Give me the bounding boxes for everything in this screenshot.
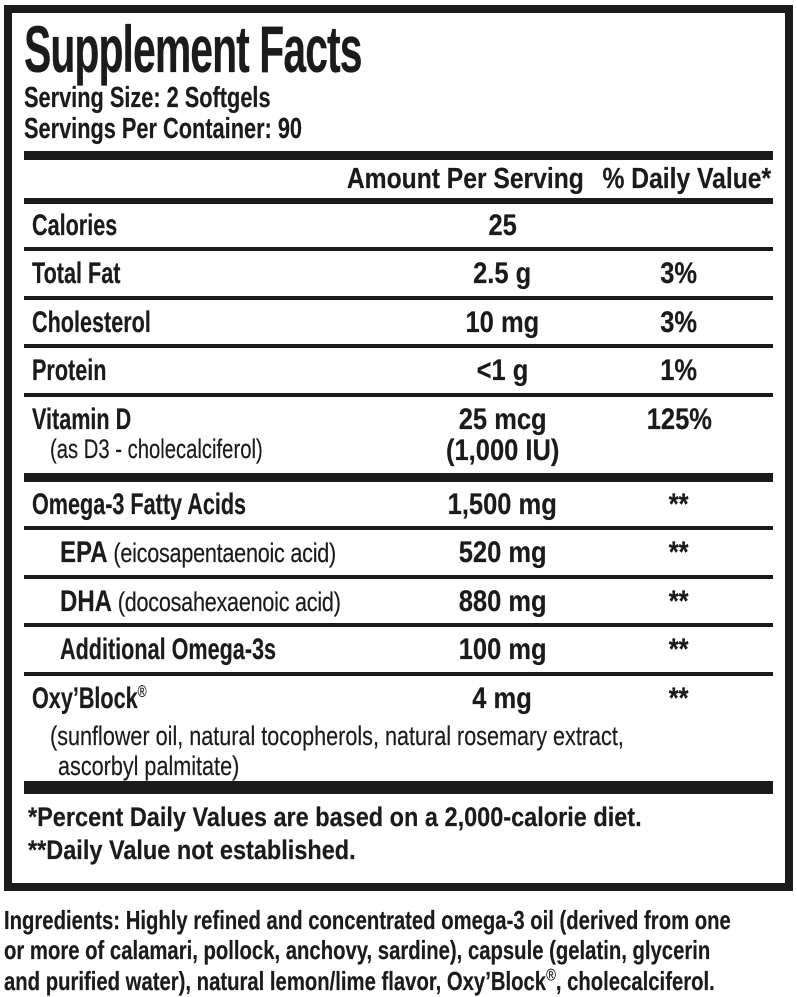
label-title — [24, 12, 773, 86]
nutrient-name: Vitamin D — [32, 402, 132, 436]
label-frame — [4, 5, 793, 891]
registered-trademark-symbol: ® — [546, 965, 556, 985]
servings-per-container: Servings Per Container: 90 — [24, 112, 303, 145]
footnote-daily-values: *Percent Daily Values are based on a 2,000-calorie diet. — [28, 801, 642, 832]
divider-extra-thick — [24, 781, 773, 794]
divider-thick — [24, 151, 773, 160]
table-row-cholesterol — [24, 296, 773, 345]
nutrient-name: Oxy’Block — [32, 681, 138, 715]
serving-info — [24, 83, 773, 144]
table-row-dha — [24, 575, 773, 624]
nutrient-name: Total Fat — [32, 257, 121, 291]
column-header-amount: Amount Per Serving — [346, 162, 584, 195]
ingredients-line-2: or more of calamari, pollock, anchovy, sardine), capsule (gelatin, glycerin — [4, 935, 711, 966]
nutrient-name-source: (as D3 - cholecalciferol) — [50, 434, 263, 465]
nutrient-name: Cholesterol — [32, 305, 151, 339]
nutrient-name: Calories — [32, 208, 118, 242]
nutrient-name-chemical: (eicosapentaenoic acid) — [113, 538, 336, 569]
nutrient-amount: 880 mg — [458, 584, 547, 618]
nutrient-amount: 4 mg — [472, 681, 533, 715]
nutrient-dv: ** — [669, 681, 689, 715]
nutrient-amount-iu: (1,000 IU) — [445, 434, 560, 468]
oxyblock-ingredient-note: (sunflower oil, natural tocopherols, natural rosemary extract, ascorbyl palmitate) — [50, 721, 624, 781]
footnote-not-established: **Daily Value not established. — [28, 834, 356, 865]
nutrient-dv: ** — [669, 536, 689, 570]
table-row-omega3 — [24, 473, 773, 527]
nutrient-amount: <1 g — [476, 354, 529, 388]
nutrient-dv: ** — [669, 633, 689, 667]
nutrient-dv: ** — [669, 584, 689, 618]
nutrient-amount: 25 — [488, 208, 517, 242]
ingredients-paragraph — [4, 904, 731, 997]
nutrient-amount: 1,500 mg — [447, 487, 558, 521]
nutrient-dv: 1% — [660, 354, 698, 388]
table-row-oxyblock — [24, 672, 773, 721]
nutrient-name: Omega-3 Fatty Acids — [32, 487, 247, 521]
table-row-additional-omega3s — [24, 623, 773, 672]
nutrient-amount: 100 mg — [458, 633, 547, 667]
nutrient-name: DHA — [60, 584, 112, 618]
table-row-calories — [24, 204, 773, 248]
footnotes — [24, 794, 773, 875]
ingredients-line-3: and purified water), natural lemon/lime flavor, Oxy’Block®, cholecalciferol. — [4, 965, 715, 997]
column-headers — [24, 160, 773, 198]
nutrient-name: Protein — [32, 354, 107, 388]
ingredients-line-1: Ingredients: Highly refined and concentrated omega-3 oil (derived from one — [4, 904, 731, 935]
nutrient-name: EPA — [60, 536, 107, 570]
nutrient-amount: 10 mg — [465, 305, 540, 339]
nutrient-dv: 3% — [660, 305, 698, 339]
column-header-daily-value: % Daily Value* — [602, 162, 771, 195]
nutrient-dv: 3% — [660, 257, 698, 291]
table-row-vitamin-d — [24, 393, 773, 473]
nutrient-amount: 520 mg — [458, 536, 547, 570]
supplement-facts-panel — [0, 5, 797, 997]
nutrient-dv: ** — [669, 487, 689, 521]
table-row-protein — [24, 344, 773, 393]
nutrient-amount: 2.5 g — [473, 257, 532, 291]
registered-trademark-symbol: ® — [137, 681, 147, 701]
nutrient-name: Additional Omega-3s — [60, 633, 277, 667]
label-title-text: Supplement Facts — [24, 12, 362, 86]
nutrient-name-chemical: (docosahexaenoic acid) — [117, 586, 341, 617]
nutrient-amount: 25 mcg — [458, 402, 547, 436]
nutrient-dv: 125% — [646, 402, 712, 436]
serving-size: Serving Size: 2 Softgels — [24, 82, 271, 115]
table-row-epa — [24, 526, 773, 575]
table-row-total-fat — [24, 247, 773, 296]
